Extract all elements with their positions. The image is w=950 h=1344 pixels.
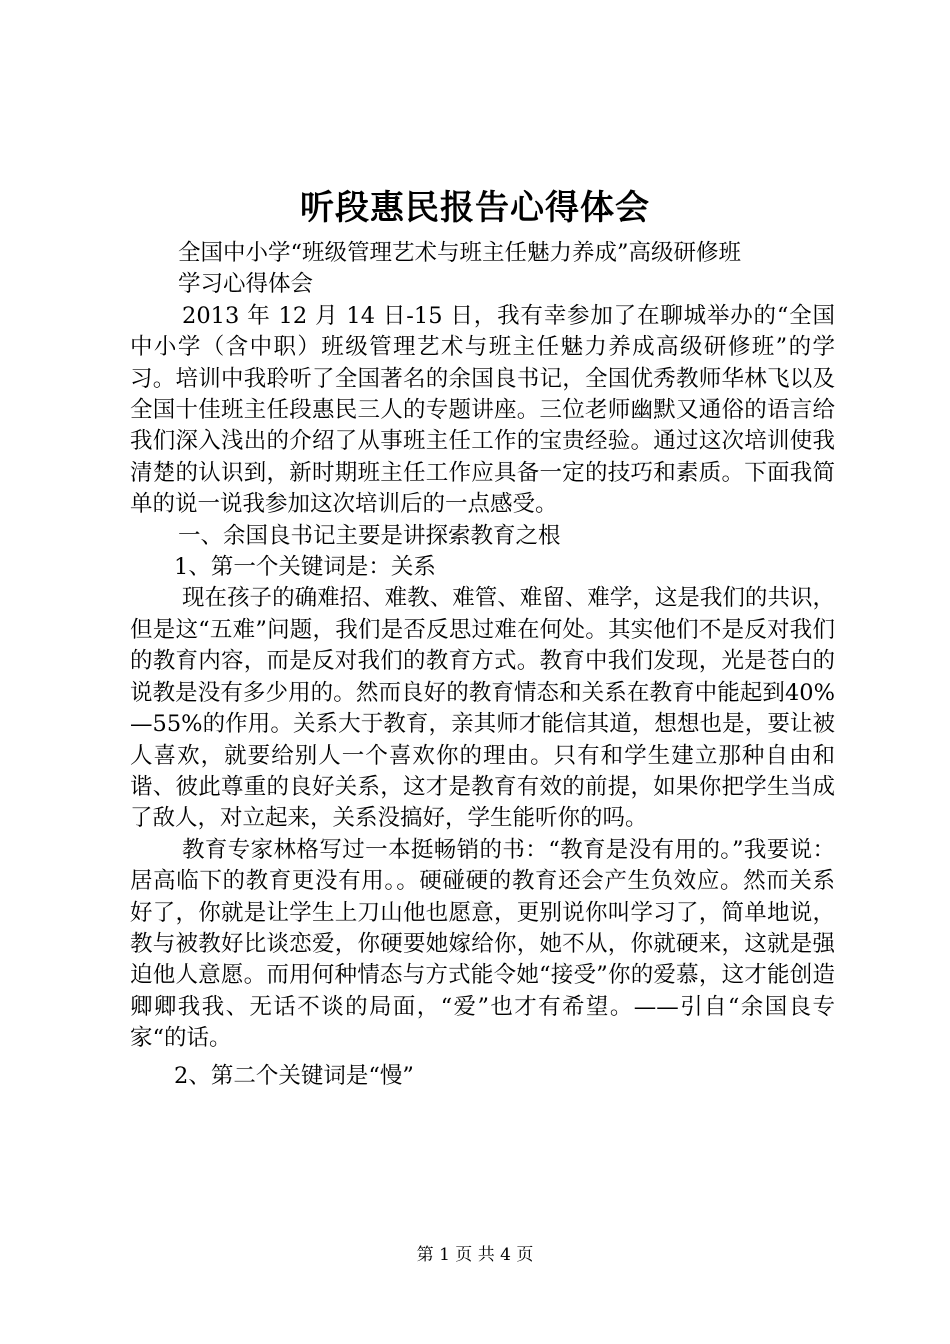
page-number-footer: 第 1 页 共 4 页 [416, 1245, 534, 1265]
paragraph-keyword-2: 2、第二个关键词是“慢” [174, 1062, 414, 1089]
paragraph-intro: 2013 年 12 月 14 日-15 日，我有幸参加了在聊城举办的“全国中小学（含中职）班级管理艺术与班主任魅力养成高级研修班”的学习。培训中我聆听了全国著名的余国良书记，全国优秀教师华林飞以及全国十佳班主任段惠民三人的专题讲座。三位老师幽默又通俗的语言给我们深入浅出的介绍了从事班主任工作的宝贵经验。通过这次培训使我清楚的认识到，新时期班主任工作应具备一定的技巧和素质。下面我简单的说一说我参加这次培训后的一点感受。 [130, 302, 835, 518]
paragraph-relationship: 现在孩子的确难招、难教、难管、难留、难学，这是我们的共识，但是这“五难”问题，我们是否反思过难在何处。其实他们不是反对我们的教育内容，而是反对我们的教育方式。教育中我们发现，光是苍白的说教是没有多少用的。然而良好的教育情态和关系在教育中能起到40%—55%的作用。关系大于教育，亲其师才能信其道，想想也是，要让被人喜欢，就要给别人一个喜欢你的理由。只有和学生建立那种自由和谐、彼此尊重的良好关系，这才是教育有效的前提，如果你把学生当成了敌人，对立起来，关系没搞好，学生能听你的吗。 [130, 585, 835, 832]
paragraph-quote: 教育专家林格写过一本挺畅销的书：“教育是没有用的。”我要说：居高临下的教育更没有用。。硬碰硬的教育还会产生负效应。然而关系好了，你就是让学生上刀山他也愿意，更别说你叫学习了，简单地说，教与被教好比谈恋爱，你硬要她嫁给你，她不从，你就硬来，这就是强迫他人意愿。而用何种情态与方式能令她“接受”你的爱慕，这才能创造卿卿我我、无话不谈的局面，“爱”也才有希望。——引自“余国良专家“的话。 [130, 836, 835, 1052]
page-title: 听段惠民报告心得体会 [300, 188, 650, 228]
document-body [130, 238, 835, 1092]
paragraph-subtitle: 学习心得体会 [178, 271, 314, 298]
paragraph-section-heading: 一、余国良书记主要是讲探索教育之根 [178, 522, 561, 549]
paragraph-keyword-1: 1、第一个关键词是：关系 [174, 554, 436, 581]
paragraph-course-name: 全国中小学“班级管理艺术与班主任魅力养成”高级研修班 [178, 240, 742, 266]
